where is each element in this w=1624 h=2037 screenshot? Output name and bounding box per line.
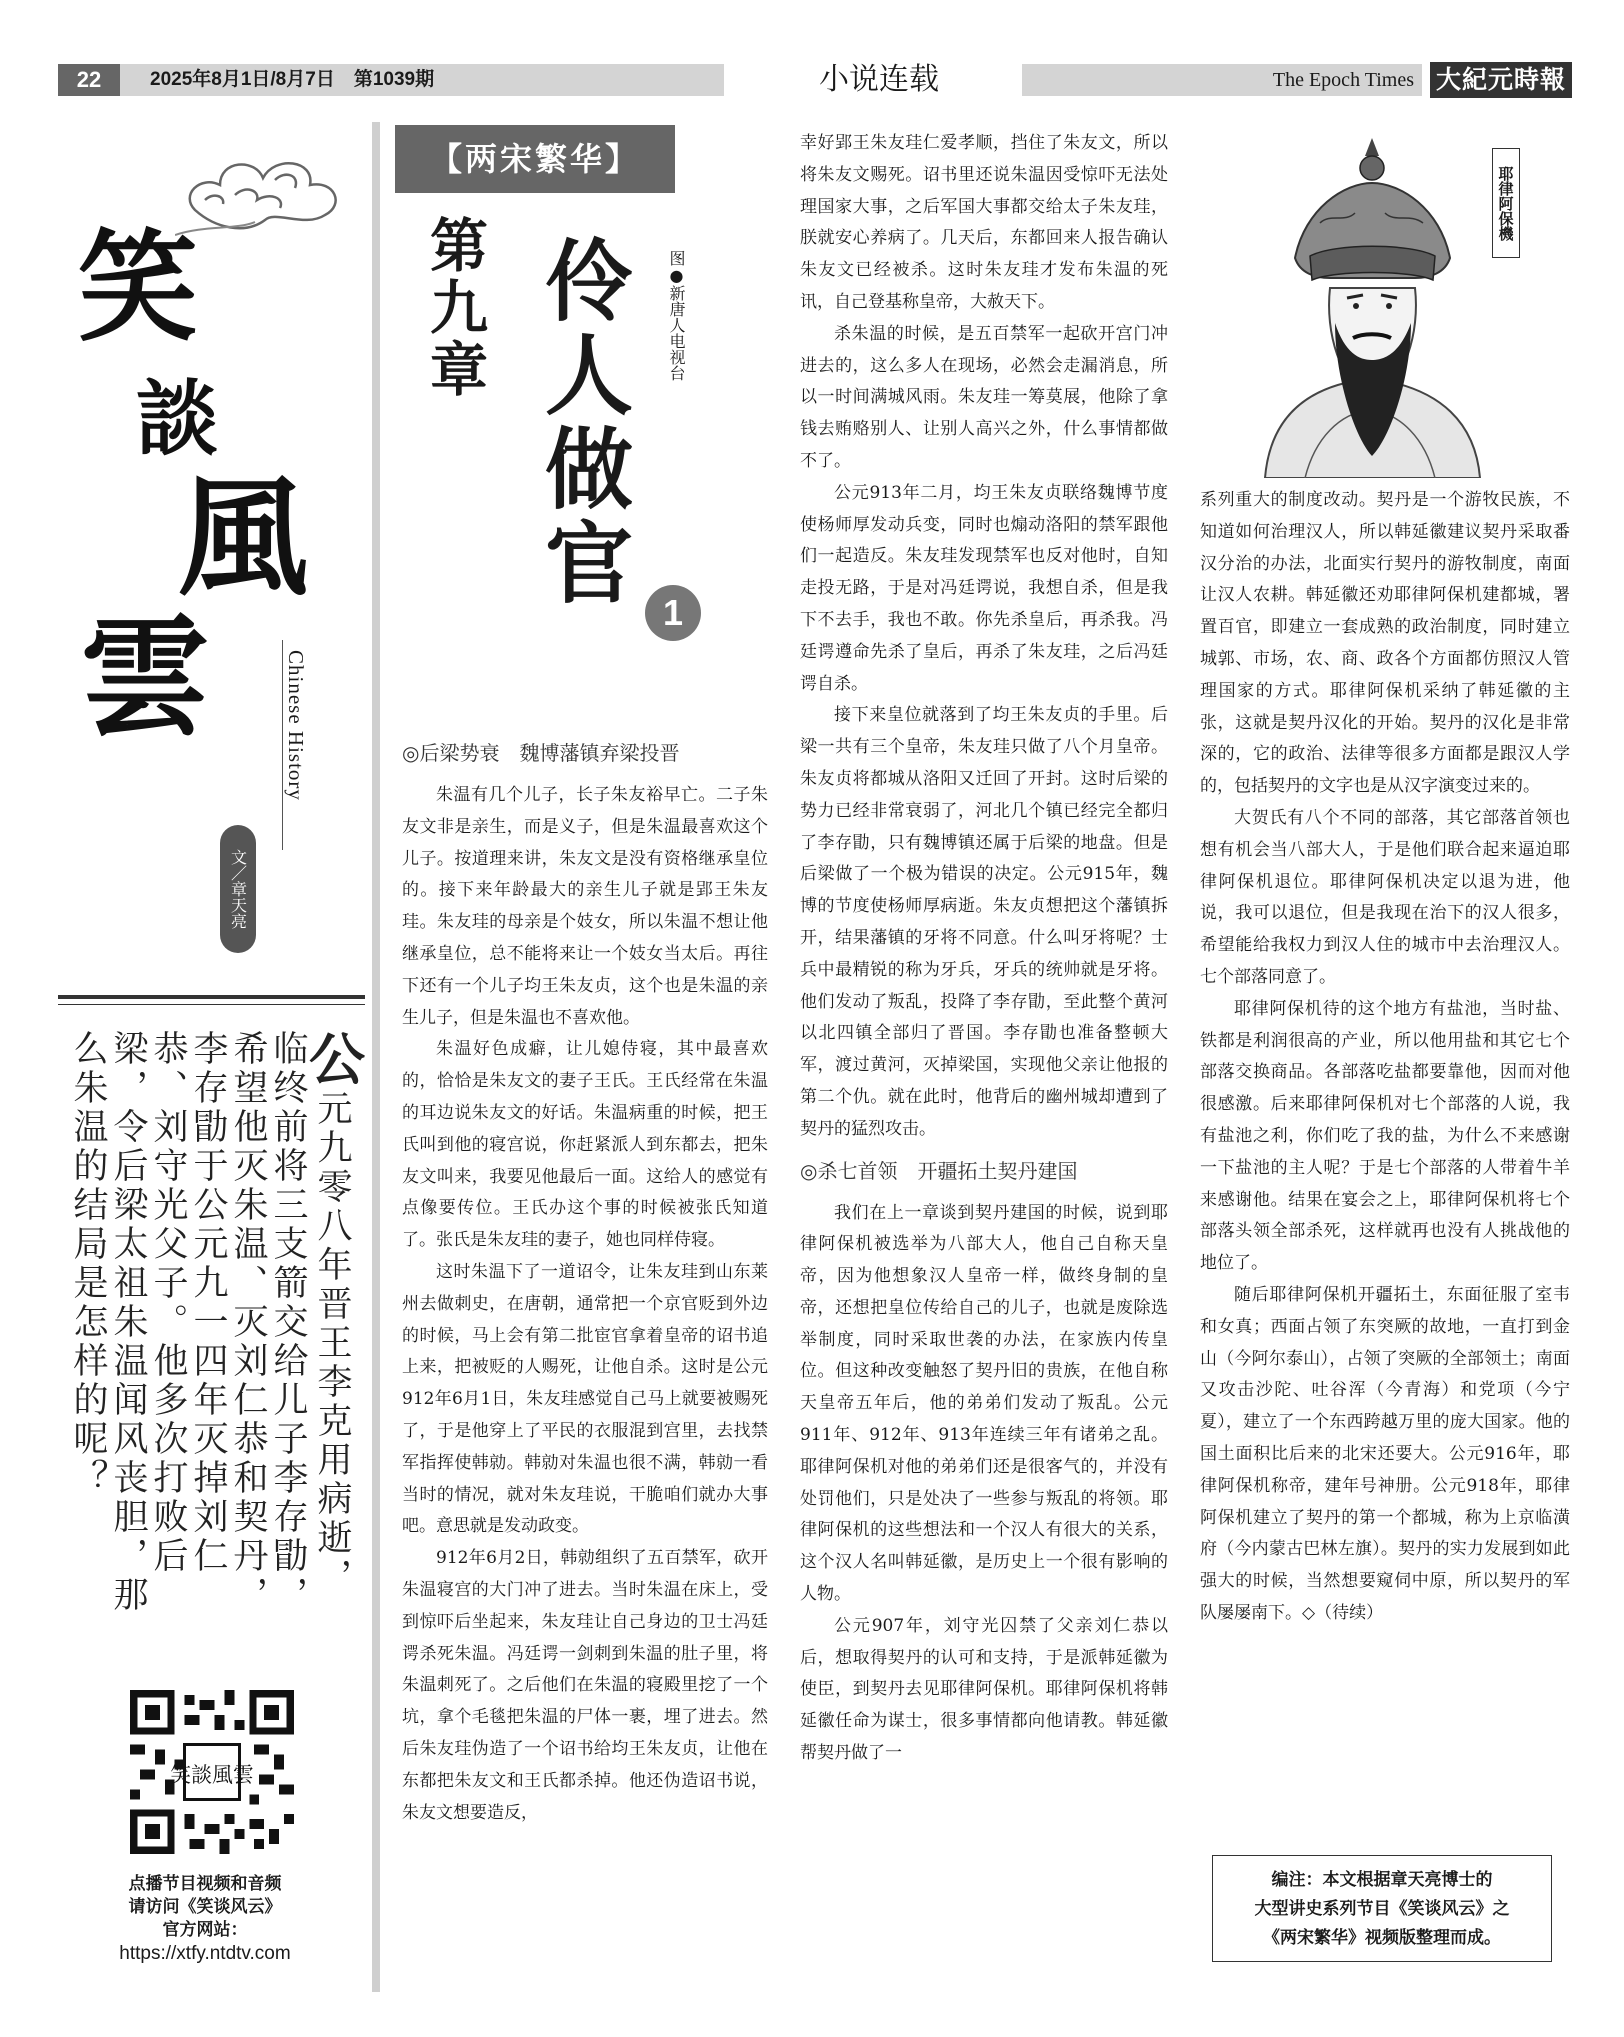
- paragraph: 朱温有几个儿子，长子朱友裕早亡。二子朱友文非是亲生，而是义子，但是朱温最喜欢这个儿子。按道理来讲，朱友文是没有资格继承皇位的。接下来年龄最大的亲生儿子就是郢王朱友珪。朱友珪的母亲是个妓女，所以朱温不想让他继承皇位，总不能将来让一个妓女当太后。再往下还有一个儿子均王朱友贞，这个也是朱温的亲生儿子，但是朱温也不喜欢他。: [402, 785, 768, 1028]
- editor-note-line: 编注：本文根据章天亮博士的: [1271, 1870, 1493, 1890]
- column-separator: [372, 122, 380, 1992]
- website-link[interactable]: https://xtfy.ntdtv.com: [119, 1943, 291, 1964]
- part-number-badge: 1: [645, 585, 701, 641]
- paragraph: 这时朱温下了一道诏令，让朱友珪到山东莱州去做刺史，在唐朝，通常把一个京官贬到外边的时候，马上会有第二批宦官拿着皇帝的诏书追上来，把被贬的人赐死，让他自杀。这时是公元912年6月1日，朱友珪感觉自己马上就要被赐死了，于是他穿上了平民的衣服混到宫里，去找禁军指挥使韩勍。韩勍对朱温也很不满，韩勍一看当时的情况，就对朱友珪说，干脆咱们就办大事吧。意思就是发动政变。: [402, 1261, 768, 1537]
- intro-drop-cap: 公: [300, 1030, 365, 1090]
- qr-caption-line: 点播节目视频和音频: [128, 1874, 282, 1894]
- page-number: 22: [58, 64, 120, 96]
- chapter-label: 第九章: [420, 215, 488, 401]
- qr-caption-line: 官方网站：: [162, 1920, 248, 1940]
- article-column-1: [402, 728, 768, 1829]
- paragraph: 接下来皇位就落到了均王朱友贞的手里。后梁一共有三个皇帝，朱友珪只做了八个月皇帝。朱友贞将都城从洛阳又迁回了开封。这时后梁的势力已经非常衰弱了，河北几个镇已经完全都归了李存勖，只有魏博镇还属于后梁的地盘。但是后梁做了一个极为错误的决定。公元915年，魏博的节度使杨师厚病逝。朱友贞想把这个藩镇拆开，结果藩镇的牙将不同意。什么叫牙将呢？士兵中最精锐的称为牙兵，牙兵的统帅就是牙将。他们发动了叛乱，投降了李存勖，至此整个黄河以北四镇全部归了晋国。李存勖也准备整顿大军，渡过黄河，灭掉梁国，实现他父亲让他报的第二个仇。就在此时，他背后的幽州城却遭到了契丹的猛烈攻击。: [800, 705, 1168, 1139]
- paragraph: 随后耶律阿保机开疆拓土，东面征服了室韦和女真；西面占领了东突厥的故地，一直打到金山（今阿尔泰山），占领了突厥的全部领土；南面又攻击沙陀、吐谷浑（今青海）和党项（今宁夏），建立了一个东西跨越万里的庞大国家。他的国土面积比后来的北宋还要大。公元916年，耶律阿保机称帝，建年号神册。公元918年，耶律阿保机建立了契丹的第一个都城，称为上京临潢府（今内蒙古巴林左旗）。契丹的实力发展到如此强大的时候，当然想要窥伺中原，所以契丹的军队屡屡南下。◇（待续）: [1200, 1284, 1570, 1623]
- column-title-char: 談: [136, 371, 219, 467]
- paragraph: 幸好郢王朱友珪仁爱孝顺，挡住了朱友文，所以将朱友文赐死。诏书里还说朱温因受惊吓无法处理国家大事，之后军国大事都交给太子朱友珪，朕就安心养病了。几天后，东都回来人报告确认朱友文已经被杀。这时朱友珪才发布朱温的死讯，自己登基称皇帝，大赦天下。: [800, 133, 1168, 312]
- paragraph: 公元913年二月，均王朱友贞联络魏博节度使杨师厚发动兵变，同时也煽动洛阳的禁军跟他们一起造反。朱友珪发现禁军也反对他时，自知走投无路，于是对冯廷谔说，我想自杀，但是我下不去手，我也不敢。你先杀皇后，再杀我。冯廷谔遵命先杀了皇后，再杀了朱友珪，之后冯廷谔自杀。: [800, 482, 1168, 694]
- paragraph: 系列重大的制度改动。契丹是一个游牧民族，不知道如何治理汉人，所以韩延徽建议契丹采取番汉分治的办法，北面实行契丹的游牧制度，南面让汉人农耕。韩延徽还劝耶律阿保机建都城，署置百官，即建立一套成熟的政治制度，同时建立城郭、市场，农、商、政各个方面都仿照汉人管理国家的方式。耶律阿保机采纳了韩延徽的主张，这就是契丹汉化的开始。契丹的汉化是非常深的，它的政治、法律等很多方面都是跟汉人学的，包括契丹的文字也是从汉字演变过来的。: [1200, 490, 1570, 797]
- column-title: [78, 217, 358, 768]
- paragraph: 朱温好色成癖，让儿媳侍寝，其中最喜欢的，恰恰是朱友文的妻子王氏。王氏经常在朱温的耳边说朱友文的好话。朱温病重的时候，把王氏叫到他的寝宫说，你赶紧派人到东都去，把朱友文叫来，我要见他最后一面。这给人的感觉有点像要传位。王氏办这个事的时候被张氏知道了。张氏是朱友珪的妻子，她也同样侍寝。: [402, 1039, 768, 1251]
- paragraph: 大贺氏有八个不同的部落，其它部落首领也想有机会当八部大人，于是他们联合起来逼迫耶律阿保机退位。耶律阿保机决定以退为进，他说，我可以退位，但是我现在治下的汉人很多，希望能给我权力到汉人住的城市中去治理汉人。七个部落同意了。: [1200, 807, 1570, 987]
- cloud-ornament-icon: [175, 140, 350, 240]
- divider: [58, 995, 365, 999]
- intro-body: 元九零八年晋王李克用病逝，临终前将三支箭交给儿子李存勖，希望他灭朱温、灭刘仁恭和契丹，李存勖于公元九一四年灭掉刘仁恭、刘守光父子。他多次打败后梁，令后梁太祖朱温闻风丧胆，那么朱温的结局是怎样的呢？: [68, 1030, 352, 1615]
- qr-caption: [60, 1873, 350, 1965]
- section-title: 小说连载: [819, 62, 939, 97]
- english-subtitle: Chinese History: [284, 650, 308, 801]
- author-badge: 文／章天亮: [220, 825, 256, 953]
- divider: [58, 1004, 365, 1005]
- editor-note-line: 《两宋繁华》视频版整理而成。: [1263, 1928, 1501, 1948]
- editor-note: [1212, 1855, 1552, 1962]
- editor-note-line: 大型讲史系列节目《笑谈风云》之: [1254, 1899, 1510, 1919]
- qr-center-label: 笑談風雲: [170, 1762, 254, 1787]
- english-masthead: The Epoch Times: [1022, 64, 1422, 96]
- column-title-char: 笑: [78, 217, 198, 358]
- column-title-char: 雲: [80, 601, 211, 754]
- article-column-2: [800, 128, 1168, 1770]
- qr-caption-line: 请访问《笑谈风云》: [128, 1897, 282, 1917]
- series-tag: 【两宋繁华】: [395, 125, 675, 193]
- issue-date: 2025年8月1日/8月7日 第1039期: [120, 64, 724, 96]
- paragraph: 耶律阿保机待的这个地方有盐池，当时盐、铁都是利润很高的产业，所以他用盐和其它七个部落交换商品。各部落吃盐都要靠他，因而对他很感激。后来耶律阿保机对七个部落的人说，我有盐池之利，你们吃了我的盐，为什么不来感谢一下盐池的主人呢？于是七个部落的人带着牛羊来感谢他。结果在宴会之上，耶律阿保机将七个部落头领全部杀死，这样就再也没有人挑战他的地位了。: [1200, 998, 1570, 1274]
- paragraph: 公元907年，刘守光囚禁了父亲刘仁恭以后，想取得契丹的认可和支持，于是派韩延徽为使臣，到契丹去见耶律阿保机。耶律阿保机将韩延徽任命为谋士，很多事情都向他请教。韩延徽帮契丹做了一: [800, 1615, 1168, 1764]
- paragraph: 杀朱温的时候，是五百禁军一起砍开宫门冲进去的，这么多人在现场，必然会走漏消息，所以一时间满城风雨。朱友珪一筹莫展，他除了拿钱去贿赂别人、让别人高兴之外，什么事情都做不了。: [800, 323, 1168, 471]
- portrait-illustration: [1235, 138, 1505, 478]
- article-column-3: [1200, 485, 1570, 1630]
- newspaper-logo: 大紀元時報: [1430, 62, 1572, 98]
- intro-text: [66, 1030, 365, 1630]
- qr-code[interactable]: [130, 1690, 294, 1854]
- subheading: ◎后梁势衰 魏博藩镇弃梁投晋: [402, 741, 680, 765]
- column-title-char: 風: [178, 461, 309, 614]
- subheading: ◎杀七首领 开疆拓土契丹建国: [800, 1158, 1078, 1183]
- image-credit: 图●新唐人电视台: [667, 250, 686, 381]
- page-header: [58, 60, 1572, 100]
- paragraph: 912年6月2日，韩勍组织了五百禁军，砍开朱温寝宫的大门冲了进去。当时朱温在床上，受到惊吓后坐起来，朱友珪让自己身边的卫士冯廷谔杀死朱温。冯廷谔一剑刺到朱温的肚子里，将朱温刺死了。之后他们在朱温的寝殿里挖了一个坑，拿个毛毯把朱温的尸体一裹，埋了进去。然后朱友珪伪造了一个诏书给均王朱友贞，让他在东都把朱友文和王氏都杀掉。他还伪造诏书说，朱友文想要造反，: [402, 1548, 768, 1823]
- article-title: 伶人做官: [531, 235, 634, 611]
- paragraph: 我们在上一章谈到契丹建国的时候，说到耶律阿保机被选举为八部大人，他自己自称天皇帝，因为他想象汉人皇帝一样，做终身制的皇帝，还想把皇位传给自己的儿子，也就是废除选举制度，同时采取世袭的办法，在家族内传皇位。但这种改变触怒了契丹旧的贵族，在他自称天皇帝五年后，他的弟弟们发动了叛乱。公元911年、912年、913年连续三年有诸弟之乱。耶律阿保机对他的弟弟们还是很客气的，并没有处罚他们，只是处决了一些参与叛乱的将领。耶律阿保机的这些想法和一个汉人有很大的关系，这个汉人名叫韩延徽，是历史上一个很有影响的人物。: [800, 1202, 1168, 1605]
- portrait-label: 耶律阿保機: [1492, 148, 1520, 258]
